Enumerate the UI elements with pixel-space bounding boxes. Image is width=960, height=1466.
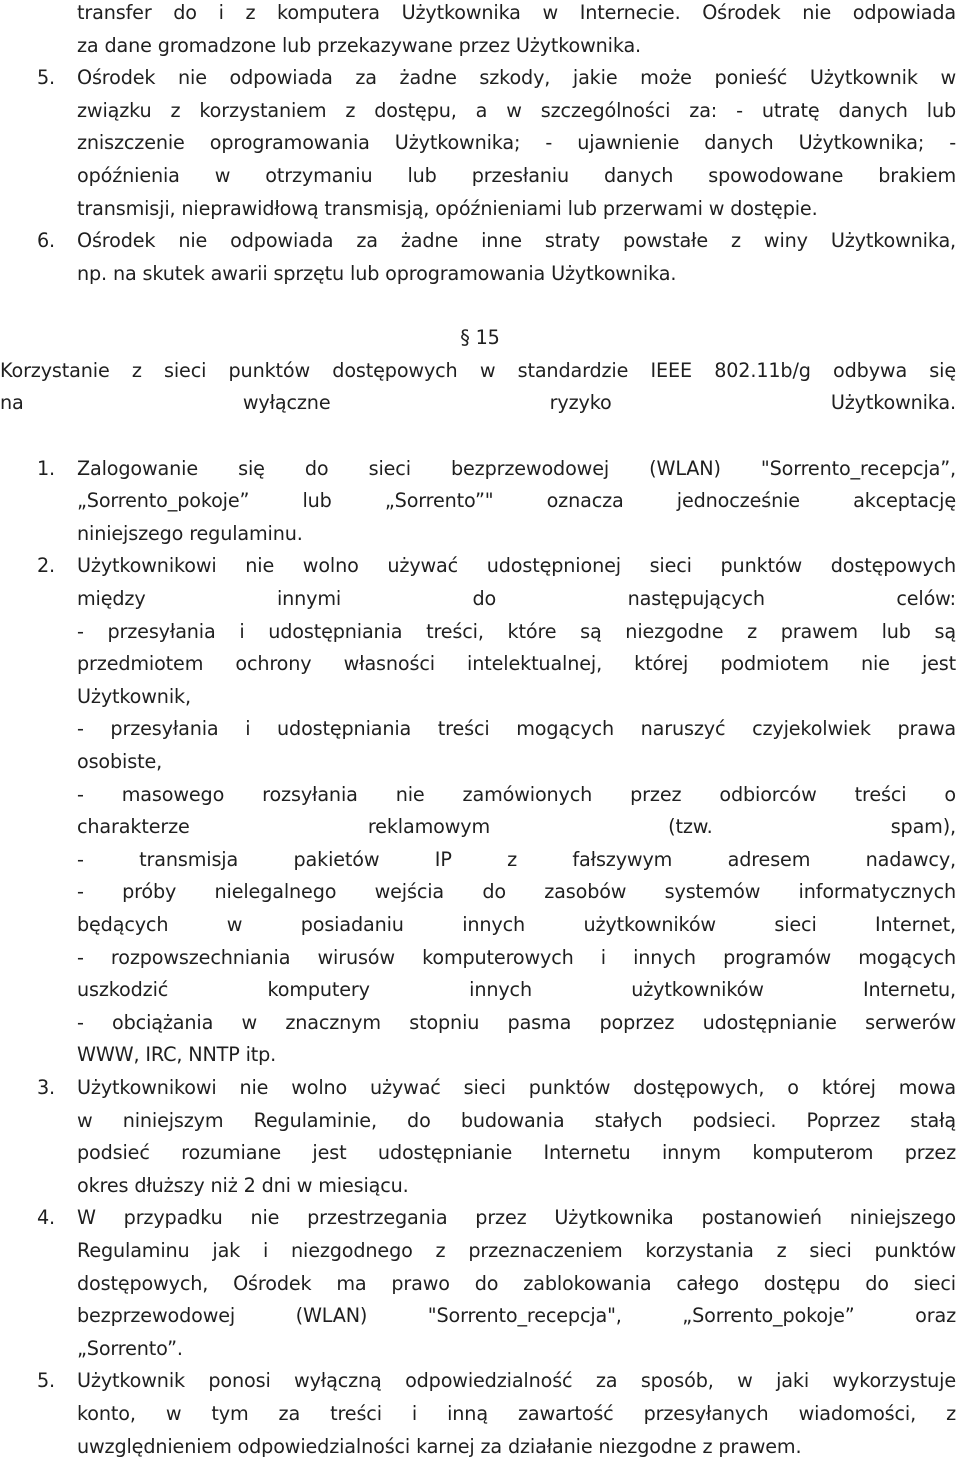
text-line: na wyłączne ryzyko Użytkownika. xyxy=(0,391,956,415)
text-line: - przesyłania i udostępniania treści, które są niezgodne z prawem lub są xyxy=(77,619,956,643)
text-line: Regulaminu jak i niezgodnego z przeznaczeniem korzystania z sieci punktów xyxy=(77,1239,956,1262)
text-line: - transmisja pakietów IP z fałszywym adresem nadawcy, xyxy=(77,847,956,871)
text-line: - obciążania w znacznym stopniu pasma poprzez udostępnianie serwerów xyxy=(77,1010,956,1034)
text-line: transmisji, nieprawidłową transmisją, opóźnieniami lub przerwami w dostępie. xyxy=(77,196,818,220)
text-line: - przesyłania i udostępniania treści mogących naruszyć czyjekolwiek prawa xyxy=(77,717,956,741)
text-line: Użytkownikowi nie wolno używać udostępnionej sieci punktów dostępowych xyxy=(77,554,956,578)
text-line: między innymi do następujących celów: xyxy=(77,587,956,610)
text-line: bezprzewodowej (WLAN) "Sorrento_recepcja", „Sorrento_pokoje” oraz xyxy=(77,1304,956,1328)
text-line: W przypadku nie przestrzegania przez Użytkownika postanowień niniejszego xyxy=(77,1206,956,1230)
text-line: Ośrodek nie odpowiada za żadne szkody, jakie może ponieść Użytkownik w xyxy=(77,66,956,90)
text-line: transfer do i z komputera Użytkownika w Internecie. Ośrodek nie odpowiada xyxy=(77,1,956,24)
item-number: 3. xyxy=(37,1076,56,1099)
text-line: dostępowych, Ośrodek ma prawo do zablokowania całego dostępu do sieci xyxy=(77,1271,956,1295)
text-line: charakterze reklamowym (tzw. spam), xyxy=(77,815,956,839)
text-line: „Sorrento”. xyxy=(77,1336,183,1360)
text-line: Zalogowanie się do sieci bezprzewodowej (WLAN) "Sorrento_recepcja”, xyxy=(77,456,956,480)
text-line: okres dłuższy niż 2 dni w miesiącu. xyxy=(77,1173,409,1197)
text-line: będących w posiadaniu innych użytkowników sieci Internet, xyxy=(77,913,956,936)
text-line: przedmiotem ochrony własności intelektualnej, której podmiotem nie jest xyxy=(77,652,956,676)
section-heading: § 15 xyxy=(460,326,500,349)
text-line: Użytkownik, xyxy=(77,684,191,708)
item-number: 2. xyxy=(37,554,56,578)
text-line: np. na skutek awarii sprzętu lub oprogramowania Użytkownika. xyxy=(77,261,677,285)
item-number: 5. xyxy=(37,66,56,90)
text-line: niniejszego regulaminu. xyxy=(77,521,303,545)
text-line: WWW, IRC, NNTP itp. xyxy=(77,1043,277,1067)
text-line: - próby nielegalnego wejścia do zasobów systemów informatycznych xyxy=(77,880,956,904)
text-line: Użytkownik ponosi wyłączną odpowiedzialność za sposób, w jaki wykorzystuje xyxy=(77,1369,956,1393)
text-line: osobiste, xyxy=(77,750,163,773)
text-line: - masowego rozsyłania nie zamówionych przez odbiorców treści o xyxy=(77,782,956,806)
text-line: Ośrodek nie odpowiada za żadne inne straty powstałe z winy Użytkownika, xyxy=(77,229,956,253)
text-line: Użytkownikowi nie wolno używać sieci punktów dostępowych, o której mowa xyxy=(77,1076,956,1099)
item-number: 5. xyxy=(37,1369,56,1393)
item-number: 1. xyxy=(37,456,56,480)
text-line: w niniejszym Regulaminie, do budowania stałych podsieci. Poprzez stałą xyxy=(77,1108,956,1132)
item-number: 4. xyxy=(37,1206,56,1230)
text-line: opóźnienia w otrzymaniu lub przesłaniu danych spowodowane brakiem xyxy=(77,164,956,187)
text-line: Korzystanie z sieci punktów dostępowych w standardzie IEEE 802.11b/g odbywa się xyxy=(0,358,956,382)
text-line: „Sorrento_pokoje” lub „Sorrento”" oznacza jednocześnie akceptację xyxy=(77,489,956,513)
text-line: uwzględnieniem odpowiedzialności karnej za działanie niezgodne z prawem. xyxy=(77,1434,802,1458)
text-line: za dane gromadzone lub przekazywane przez Użytkownika. xyxy=(77,33,642,57)
item-number: 6. xyxy=(37,229,56,253)
text-line: konto, w tym za treści i inną zawartość przesyłanych wiadomości, z xyxy=(77,1402,956,1425)
text-line: związku z korzystaniem z dostępu, a w szczególności za: - utratę danych lub xyxy=(77,98,956,122)
text-line: - rozpowszechniania wirusów komputerowych i innych programów mogących xyxy=(77,945,956,969)
text-line: podsieć rozumiane jest udostępnianie Internetu innym komputerom przez xyxy=(77,1141,956,1165)
text-line: zniszczenie oprogramowania Użytkownika; - ujawnienie danych Użytkownika; - xyxy=(77,131,956,155)
text-line: uszkodzić komputery innych użytkowników Internetu, xyxy=(77,978,956,1002)
